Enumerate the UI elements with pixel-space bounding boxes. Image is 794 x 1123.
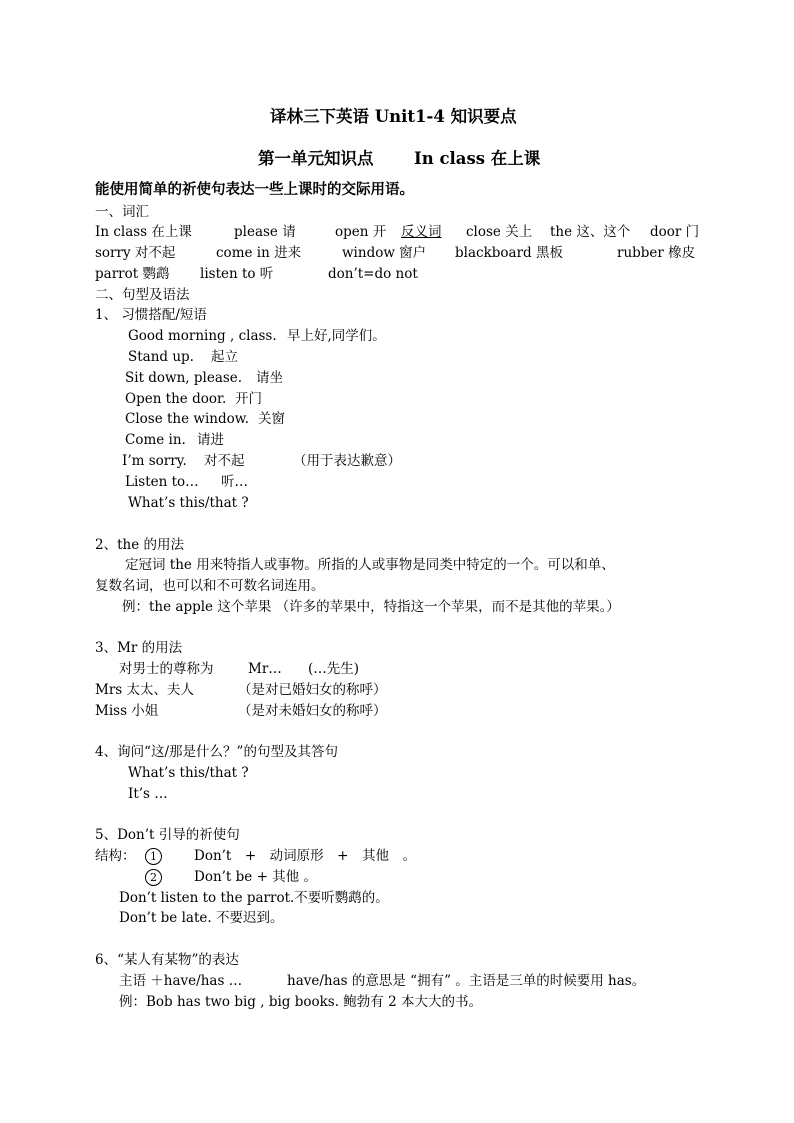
part3-heading: 3、Mr 的用法 [95,640,183,656]
vocab-item: sorry 对不起 [95,245,176,261]
part4-question: What’s this/that ? [128,765,249,781]
vocab-note-antonym: 反义词 [401,224,442,240]
vocab-item: don’t=do not [328,266,418,282]
part2-text: 定冠词 the 用来特指人或事物。所指的人或事物是同类中特定的一个。可以和单、 [125,557,615,573]
part3-text: Miss 小姐 [95,703,159,719]
phrase-en: Listen to… [125,474,199,490]
circled-number: 1 [145,848,162,865]
part2-heading: 2、the 的用法 [95,537,184,553]
vocab-item: blackboard 黑板 [455,245,563,261]
part4-answer: It’s … [128,786,168,802]
vocab-item: rubber 橡皮 [617,245,696,261]
vocab-item: close 关上 [466,224,533,240]
part3-text: （是对未婚妇女的称呼） [238,703,387,719]
vocab-item: please 请 [234,224,296,240]
part6-text: have/has 的意思是 “拥有” 。主语是三单的时候要用 has。 [287,973,646,989]
phrase-en: Come in. [125,432,186,448]
part3-text: (…先生) [308,661,360,677]
vocab-item: listen to 听 [200,266,274,282]
circled-number: 2 [145,869,162,886]
part5-label: 结构： [95,848,136,864]
part3-text: Mrs 太太、夫人 [95,682,194,698]
phrase-zh: 起立 [211,349,238,365]
unit-heading-left: 第一单元知识点 [258,149,374,168]
part4-heading: 4、询问“这/那是什么？”的句型及其答句 [95,744,338,760]
vocab-item: door 门 [650,224,700,240]
part2-text: 复数名词，也可以和不可数名词连用。 [95,578,325,594]
part5-example: Don’t listen to the parrot.不要听鹦鹉的。 [119,890,389,906]
vocab-item: the 这、这个 [550,224,631,240]
part6-heading: 6、“某人有某物”的表达 [95,952,239,968]
unit-heading-right: In class 在上课 [414,149,541,168]
phrase-en: Close the window. [125,411,249,427]
phrase-zh: 关窗 [258,411,285,427]
part5-heading: 5、Don’t 引导的祈使句 [95,827,240,843]
phrase-zh: 听… [221,474,248,490]
part5-formula: Don’t be + 其他 。 [194,869,317,885]
part3-text: 对男士的尊称为 [119,661,214,677]
phrase-en: I’m sorry. [122,453,187,469]
phrase-en: Open the door. [125,391,227,407]
part3-text: （是对已婚妇女的称呼） [238,682,387,698]
section-grammar-heading: 二、句型及语法 [95,287,190,303]
phrase-zh: 开门 [235,391,262,407]
structure-marker-2 [145,868,162,886]
phrase-note: （用于表达歉意） [293,453,401,469]
intro-line: 能使用简单的祈使句表达一些上课时的交际用语。 [95,181,414,198]
structure-marker-1 [145,847,162,865]
part1-heading: 1、 习惯搭配/短语 [95,307,207,323]
phrase-en: Sit down, please. [125,370,243,386]
vocab-item: parrot 鹦鹉 [95,266,170,282]
phrase-zh: 早上好,同学们。 [287,328,386,344]
vocab-item: come in 进来 [216,245,302,261]
phrase-en: Stand up. [128,349,194,365]
phrase-zh: 对不起 [204,453,245,469]
phrase-en: What’s this/that ? [128,495,249,511]
part5-example: Don’t be late. 不要迟到。 [119,910,284,926]
phrase-zh: 请进 [197,432,224,448]
document-title: 译林三下英语 Unit1-4 知识要点 [270,107,517,126]
part6-example: 例：Bob has two big , big books. 鲍勃有 2 本大大的书。 [119,994,482,1010]
part5-formula: Don’t + 动词原形 + 其他 。 [194,848,416,864]
section-vocab-heading: 一、词汇 [95,204,149,220]
phrase-en: Good morning , class. [128,328,277,344]
vocab-item: open 开 [335,224,387,240]
part3-text: Mr… [248,661,282,677]
vocab-item: window 窗户 [342,245,427,261]
part2-example: 例：the apple 这个苹果 （许多的苹果中，特指这一个苹果，而不是其他的苹果。） [122,599,620,615]
vocab-item: In class 在上课 [95,224,192,240]
part6-text: 主语 ＋have/has … [119,973,243,989]
phrase-zh: 请坐 [256,370,283,386]
